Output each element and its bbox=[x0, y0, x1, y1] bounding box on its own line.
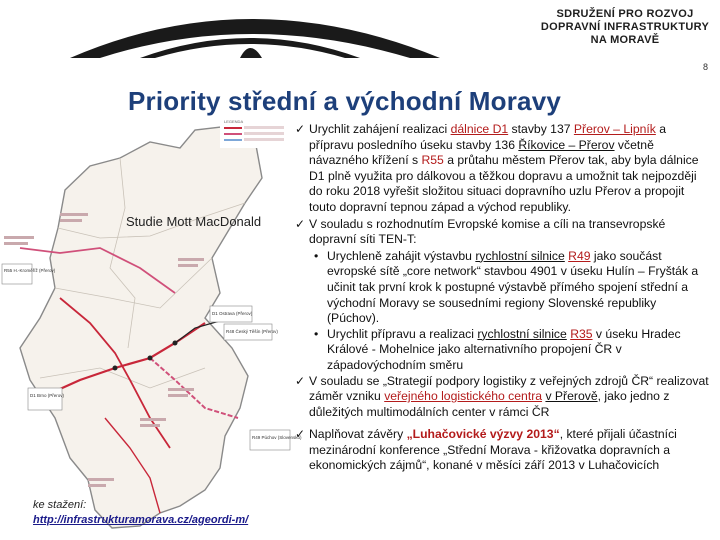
luhacovicka-vyzva: „Luhačovické výzvy 2013“ bbox=[406, 427, 560, 442]
checkmark-icon: ✓ bbox=[295, 427, 306, 442]
link-r49[interactable]: R49 bbox=[568, 248, 591, 263]
sub-text: jako součást evropské sítě „core network“ stavbou 4901 v úseku Hulín – Fryšták a učinit tak první krok k postupné výstavbě přímého spojení střední a východní Moravy se sousedními regiony Slovenské republiky (Púchov). bbox=[327, 248, 699, 326]
legend-title: LEGENDA bbox=[224, 119, 244, 124]
list-item bbox=[295, 122, 711, 216]
bullet-text: a průtahu městem Přerov tak, aby byla dálnice D1 plně využita pro dálkovou a těžkou dopravu a umožnit tak nejpozději do roku 2018 vyřešit složitou situaci dopravního uzlu Přerov a propojit touto dopravní tepnou západ a východ republiky. bbox=[309, 153, 699, 214]
checkmark-icon: ✓ bbox=[295, 373, 306, 388]
list-item bbox=[295, 217, 711, 248]
bullet-dot-icon: • bbox=[314, 326, 319, 341]
bullet-text: Urychlit zahájení realizaci bbox=[309, 122, 451, 136]
list-item bbox=[295, 374, 711, 421]
sub-text: Urychlit přípravu a realizaci bbox=[327, 326, 478, 341]
header bbox=[0, 0, 720, 58]
bullet-dot-icon: • bbox=[314, 248, 319, 263]
link-rychlostni-silnice[interactable]: rychlostní silnice bbox=[477, 326, 567, 341]
priorities-list bbox=[295, 122, 711, 475]
map-label-r49: R49 Púchov (Slovensko) bbox=[252, 435, 302, 440]
organization-name bbox=[540, 8, 710, 47]
bullet-text: včetně návazného křížení s bbox=[309, 137, 654, 168]
link-dalnice-d1[interactable]: dálnice D1 bbox=[450, 122, 509, 136]
page-number: 8 bbox=[702, 62, 708, 72]
download-link[interactable]: http://infrastrukturamorava.cz/ageordi-m/ bbox=[33, 514, 249, 526]
checkmark-icon: ✓ bbox=[295, 216, 306, 231]
logo-arc bbox=[0, 0, 540, 58]
sub-text: v úseku Hradec Králové - Mohelnice jako alternativního propojení ČR v západovýchodním směru bbox=[327, 326, 681, 372]
checkmark-icon: ✓ bbox=[295, 122, 306, 136]
map-label-r48: R48 Český Těšín (Přerov) bbox=[226, 329, 278, 334]
map-label-d1-ostrava: D1 Ostrava (Přerov) bbox=[212, 311, 253, 316]
org-line-2: DOPRAVNÍ INFRASTRUKTURY bbox=[540, 21, 710, 33]
road-code-r55: R55 bbox=[421, 153, 444, 168]
link-logisticke-centrum[interactable]: veřejného logistického centra bbox=[384, 389, 543, 404]
sub-text: Urychleně zahájit výstavbu bbox=[327, 248, 476, 263]
bullet-text: stavby 137 bbox=[508, 122, 574, 136]
bullet-text: , jako jedno z důležitých multimodálních center v rámci ČR bbox=[309, 389, 670, 419]
link-v-prerove[interactable]: v Přerově bbox=[545, 389, 598, 404]
bullet-text: a přípravu posledního úseku stavby 136 bbox=[309, 122, 667, 152]
org-line-1: SDRUŽENÍ PRO ROZVOJ bbox=[556, 8, 694, 20]
bullet-text: V souladu s rozhodnutím Evropské komise a cíli na transevropské dopravní síti TEN-T: bbox=[309, 216, 666, 247]
download-label: ke stažení: bbox=[33, 499, 87, 511]
link-rychlostni-silnice[interactable]: rychlostní silnice bbox=[475, 248, 565, 263]
map-label-r55: R55 H.-Kroměříž (Přerov) bbox=[4, 268, 56, 273]
bullet-text: , které přijali účastníci mezinárodní konference „Střední Morava - křižovatka dopravních a ekonomických zájmů“, konané v měsíci září 2013 v Luhačovicích bbox=[309, 427, 677, 473]
map-caption: Studie Mott MacDonald bbox=[126, 214, 262, 229]
map-label-d1-brno: D1 Brno (Přerov) bbox=[30, 393, 65, 398]
link-r35[interactable]: R35 bbox=[570, 326, 593, 341]
list-item bbox=[295, 427, 711, 474]
sub-list-item bbox=[295, 327, 711, 374]
bullet-text: V souladu se „Strategií podpory logistiky z veřejných zdrojů ČR“ realizovat záměr vzniku bbox=[309, 373, 709, 404]
region-map bbox=[0, 118, 302, 540]
link-prerov-lipnik[interactable]: Přerov – Lipník bbox=[573, 122, 656, 136]
page-title: Priority střední a východní Moravy bbox=[128, 86, 562, 116]
sub-list-item bbox=[295, 249, 711, 327]
org-line-3: NA MORAVĚ bbox=[590, 34, 660, 46]
bullet-text: Naplňovat závěry bbox=[309, 427, 407, 442]
link-rikovice-prerov[interactable]: Říkovice – Přerov bbox=[518, 137, 615, 152]
